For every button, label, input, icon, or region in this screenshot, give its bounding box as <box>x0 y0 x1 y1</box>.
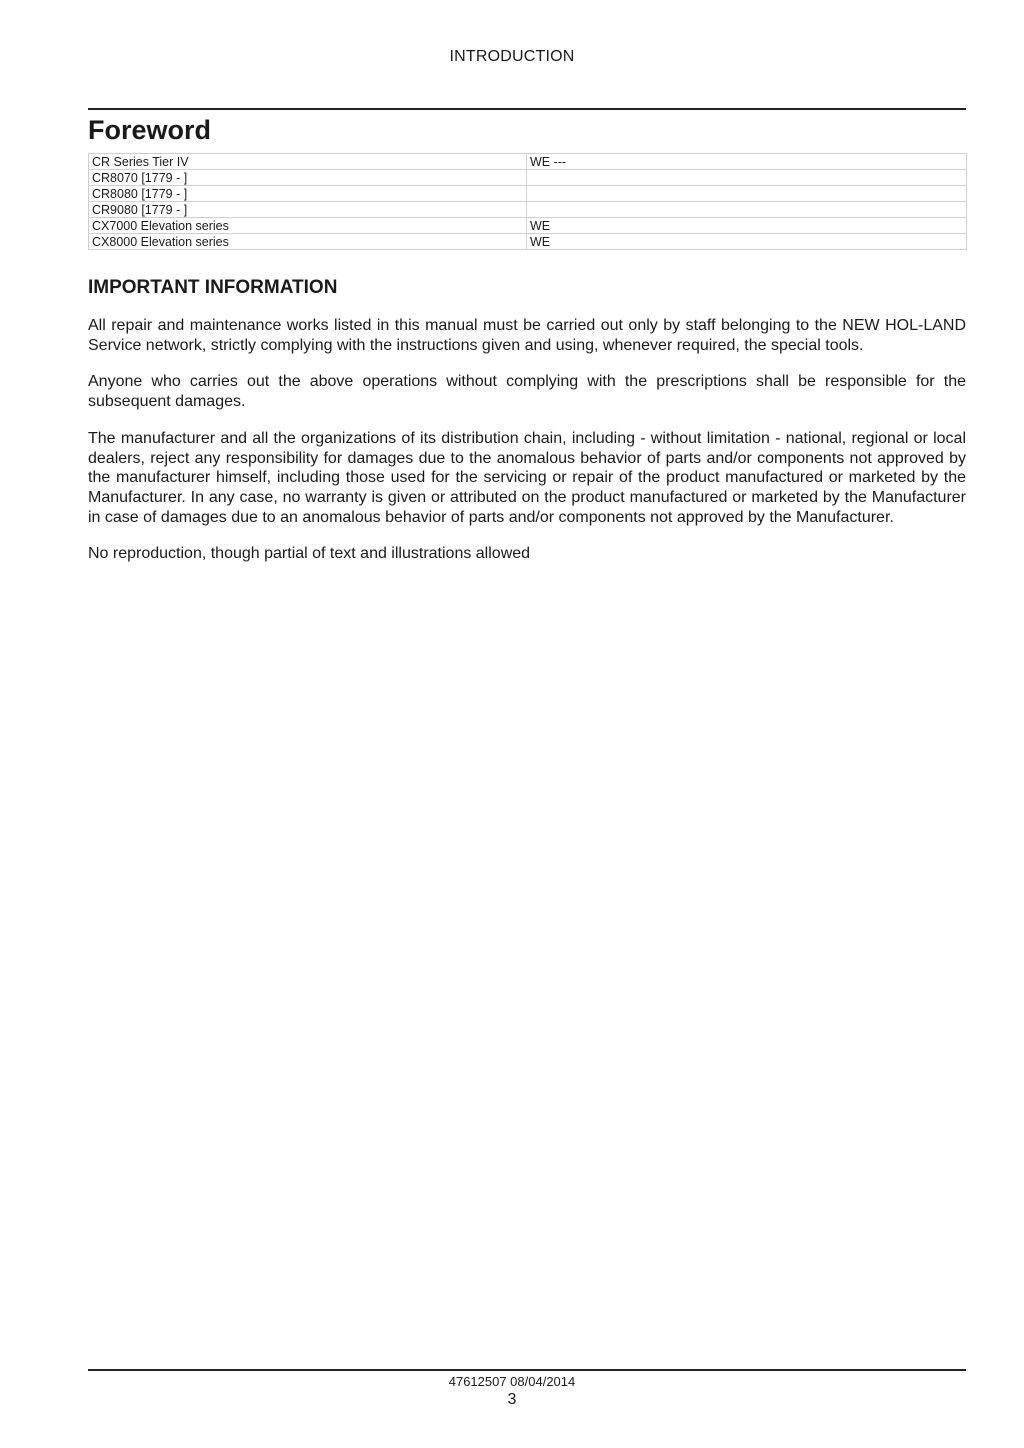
running-header: INTRODUCTION <box>449 48 575 65</box>
page-title: Foreword <box>88 115 212 145</box>
model-cell: CR9080 [1779 - ] <box>89 202 527 218</box>
paragraph: No reproduction, though partial of text and illustrations allowed <box>88 545 531 563</box>
model-cell: CR Series Tier IV <box>89 154 527 170</box>
header-rule <box>88 108 966 110</box>
table-row <box>89 154 967 170</box>
market-cell: WE <box>527 234 967 250</box>
market-cell: WE <box>527 218 967 234</box>
footer-rule <box>88 1369 966 1371</box>
page-number: 3 <box>507 1391 517 1408</box>
table-row <box>89 218 967 234</box>
document-reference: 47612507 08/04/2014 <box>448 1374 576 1389</box>
market-cell <box>527 170 967 186</box>
table-row <box>89 170 967 186</box>
market-cell: WE --- <box>527 154 967 170</box>
model-cell: CX8000 Elevation series <box>89 234 527 250</box>
table-row <box>89 202 967 218</box>
model-cell: CR8080 [1779 - ] <box>89 186 527 202</box>
table-row <box>89 186 967 202</box>
model-table <box>88 153 967 250</box>
model-cell: CR8070 [1779 - ] <box>89 170 527 186</box>
section-heading: IMPORTANT INFORMATION <box>88 277 338 298</box>
table-row <box>89 234 967 250</box>
model-cell: CX7000 Elevation series <box>89 218 527 234</box>
market-cell <box>527 186 967 202</box>
paragraph: All repair and maintenance works listed in this manual must be carried out only by staff belonging to the NEW HOL-LAND Service network, strictly complying with the instructions given and using, whenever required, the special tools. <box>88 317 966 354</box>
important-information-body <box>88 316 966 581</box>
paragraph: The manufacturer and all the organizations of its distribution chain, including - without limitation - national, regional or local dealers, reject any responsibility for damages due to the anomalous behavior of parts and/or components not approved by the manufacturer himself, including those used for the servicing or repair of the product manufactured or marketed by the Manufacturer. In any case, no warranty is given or attributed on the product manufactured or marketed by the Manufacturer in case of damages due to an anomalous behavior of parts and/or components not approved by the Manufacturer. <box>88 429 966 526</box>
market-cell <box>527 202 967 218</box>
paragraph: Anyone who carries out the above operations without complying with the prescriptions shall be responsible for the subsequent damages. <box>88 373 966 411</box>
